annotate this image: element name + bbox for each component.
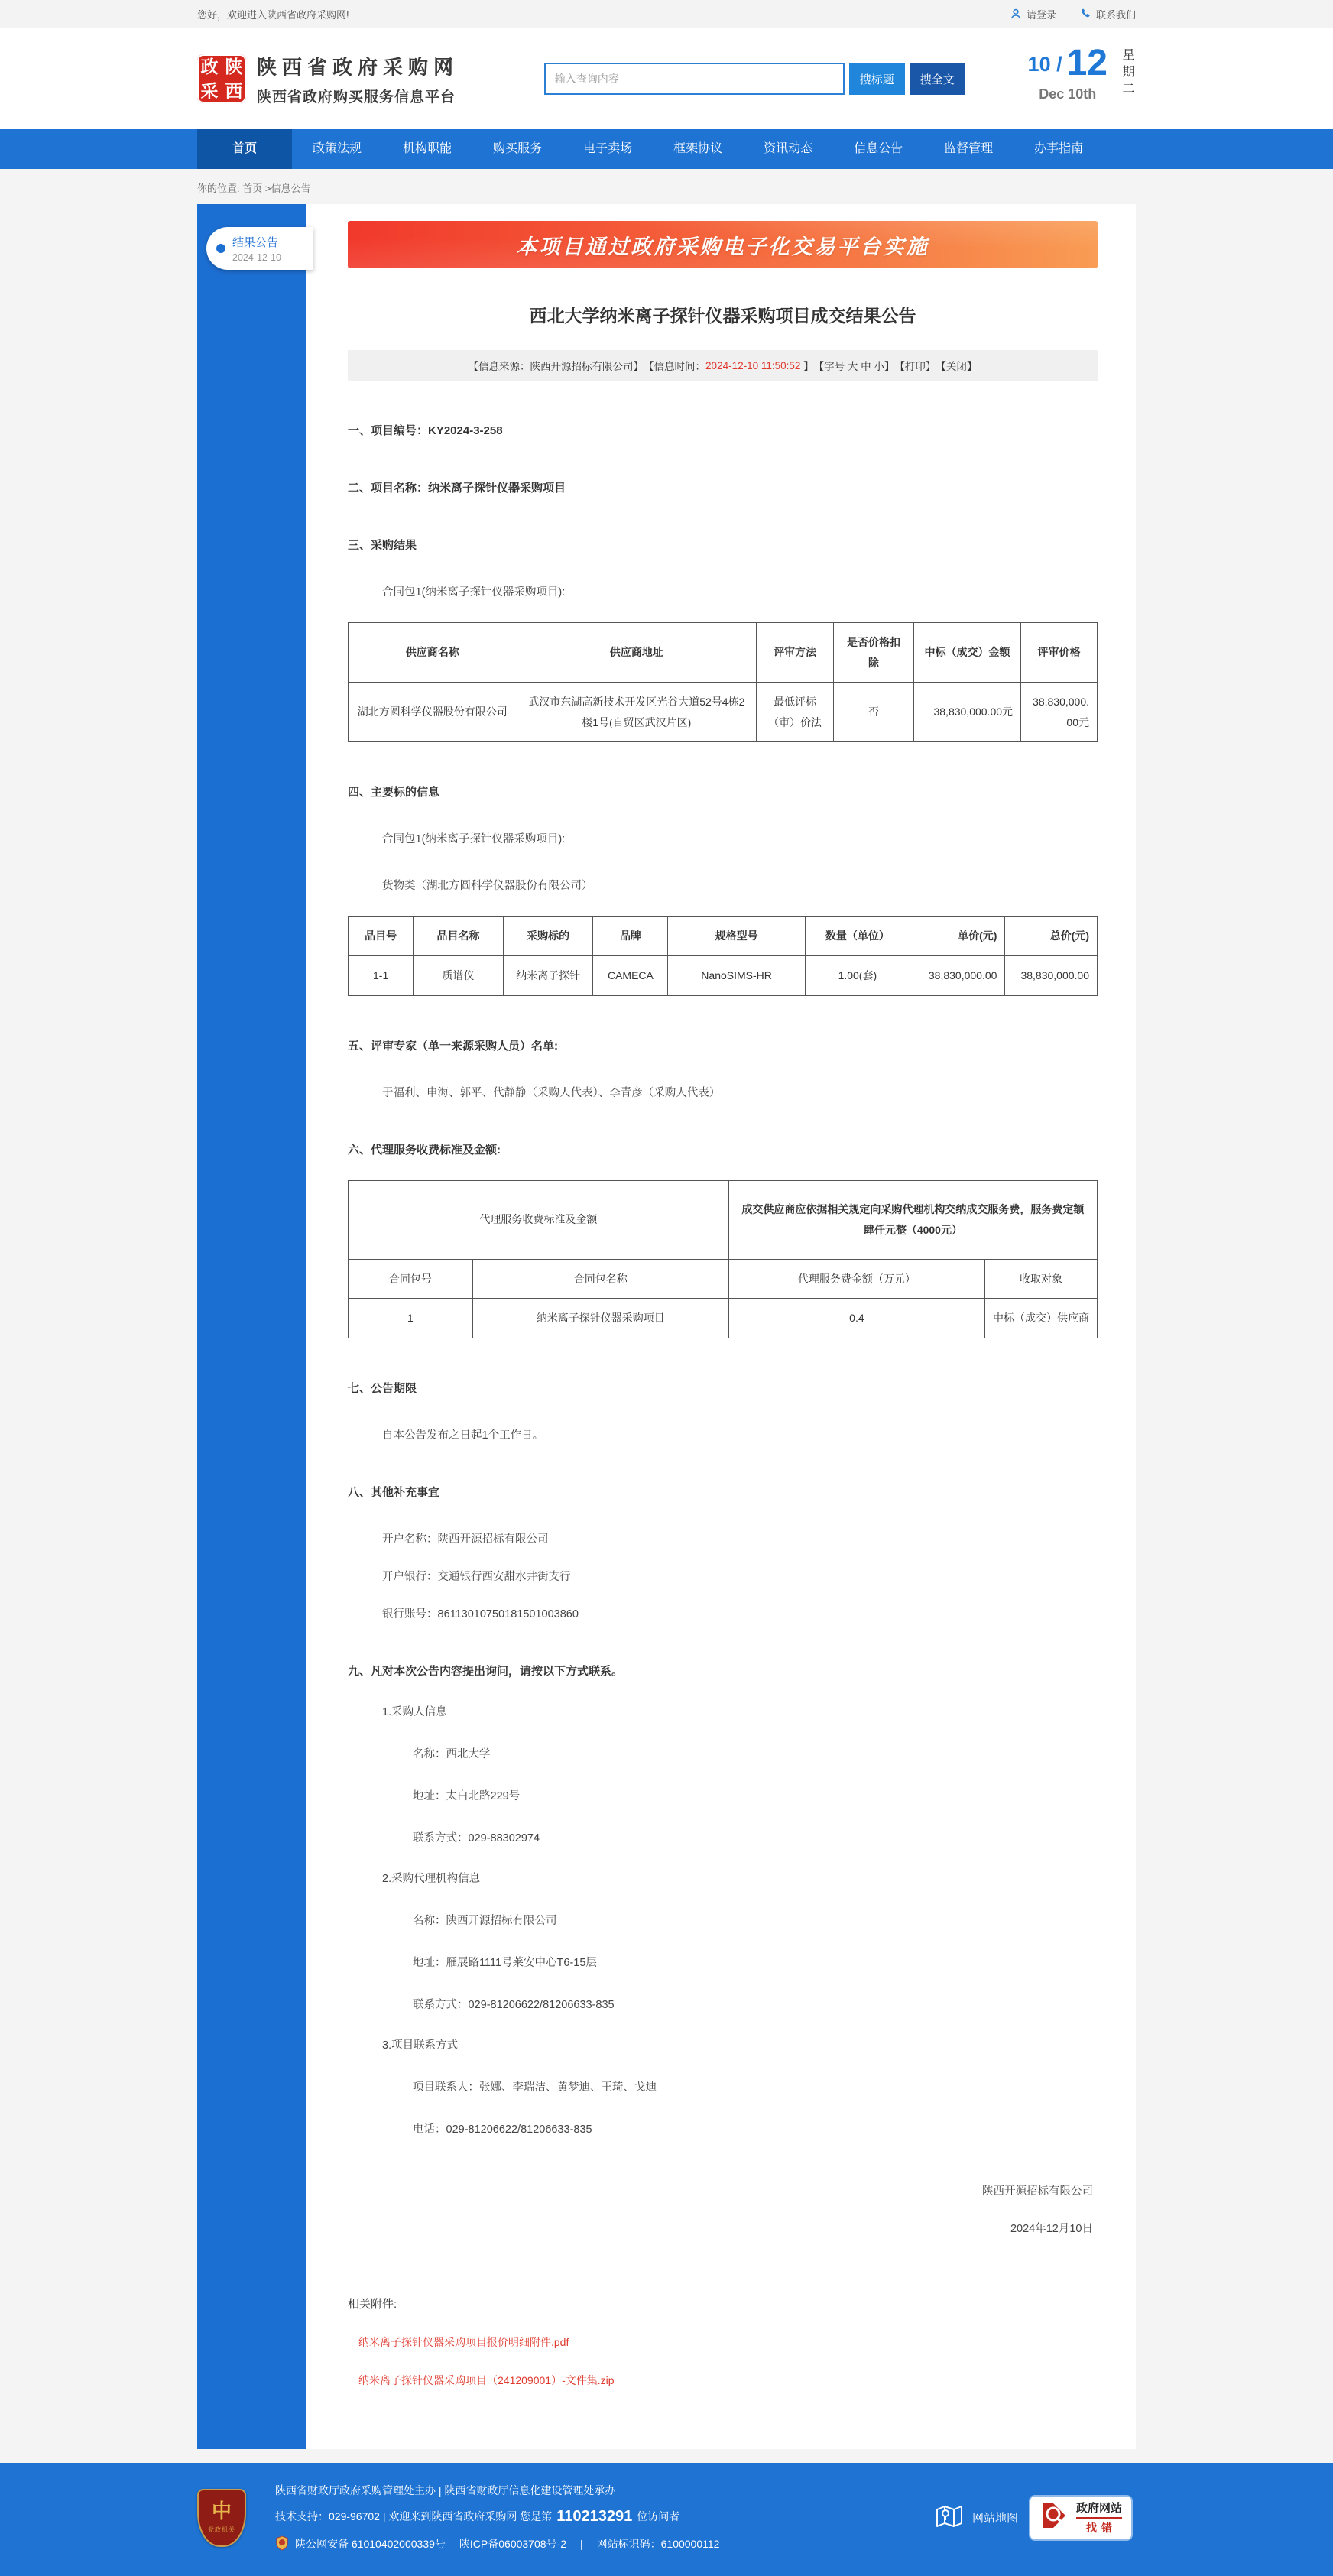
category-line: 货物类（湖北方圆科学仪器股份有限公司） [382, 880, 593, 893]
section-5-heading: 五、评审专家（单一来源采购人员）名单: [348, 1039, 558, 1053]
weekday-label: 星期二 [1120, 48, 1134, 99]
col-header: 合同包名称 [472, 1259, 728, 1299]
meta-source: 【信息来源：陕西开源招标有限公司】 [468, 361, 644, 372]
col-header: 品牌 [593, 917, 668, 956]
signoff-block [348, 2182, 1098, 2236]
table-header-row [349, 623, 1098, 683]
phone-icon [1079, 8, 1091, 20]
site-subtitle: 陕西省政府购买服务信息平台 [257, 89, 456, 105]
nav-item-home[interactable]: 首页 [197, 129, 292, 169]
col-header: 品目名称 [414, 917, 504, 956]
announcement-title: 西北大学纳米离子探针仪器采购项目成交结果公告 [529, 306, 916, 326]
section-4-heading: 四、主要标的信息 [348, 786, 440, 800]
col-header: 是否价格扣除 [834, 623, 914, 683]
supplier-name-cell: 湖北方圆科学仪器股份有限公司 [349, 683, 517, 742]
gov-site-error-report-badge[interactable] [1030, 2497, 1131, 2539]
meta-fontsize-controls[interactable]: 【字号 大 中 小】 [813, 361, 895, 372]
award-amount-cell: 38,830,000.00元 [913, 683, 1020, 742]
attachment-link-pdf[interactable]: 纳米离子探针仪器采购项目报价明细附件.pdf [358, 2335, 569, 2348]
visitor-count: 110213291 [556, 2507, 633, 2525]
price-deduction-cell: 否 [834, 683, 914, 742]
nav-item-e-marketplace[interactable]: 电子卖场 [583, 142, 633, 155]
party-government-emblem [197, 2489, 246, 2547]
search-fulltext-button[interactable]: 搜全文 [910, 63, 965, 95]
nav-item-guide[interactable]: 办事指南 [1034, 142, 1084, 155]
badge-find-error-label: 找错 [1085, 2522, 1117, 2535]
agency-info-title: 2.采购代理机构信息 [382, 1872, 481, 1885]
footer-support-suffix: 位访问者 [637, 2510, 680, 2523]
top-bar [0, 0, 1333, 28]
footer-right-block [936, 2497, 1131, 2539]
table-merged-row [349, 1180, 1098, 1259]
meta-time-prefix: 【信息时间： [644, 361, 706, 372]
nav-item-functions[interactable]: 机构职能 [403, 142, 452, 155]
main-area [197, 204, 1136, 2449]
col-header: 评审方法 [757, 623, 834, 683]
footer-organizer-line: 陕西省财政厅政府采购管理处主办 | 陕西省财政厅信息化建设管理处承办 [275, 2484, 616, 2497]
footer-support-line [275, 2508, 936, 2526]
date-day: 12 [1066, 43, 1108, 83]
item-name-cell: 质谱仪 [414, 955, 504, 995]
model-cell: NanoSIMS-HR [668, 955, 805, 995]
col-header: 规格型号 [668, 917, 805, 956]
col-header: 收取对象 [984, 1259, 1097, 1299]
nav-item-policies[interactable]: 政策法规 [313, 142, 362, 155]
col-header: 总价(元) [1005, 917, 1098, 956]
breadcrumb-prefix: 你的位置: [197, 183, 240, 194]
agency-name-line: 名称：陕西开源招标有限公司 [413, 1914, 557, 1927]
breadcrumb [197, 169, 1136, 204]
review-price-cell: 38,830,000.00元 [1021, 683, 1098, 742]
signoff-date: 2024年12月10日 [1010, 2222, 1093, 2235]
search-area [544, 63, 965, 95]
notice-period-line: 自本公告发布之日起1个工作日。 [382, 1429, 544, 1442]
account-name-line: 开户名称：陕西开源招标有限公司 [382, 1533, 549, 1546]
logo-char: 西 [225, 80, 243, 101]
meta-close-button[interactable]: 【关闭】 [936, 361, 978, 372]
procurement-result-table [348, 622, 1098, 742]
col-header: 代理服务费金额（万元） [728, 1259, 984, 1299]
search-input[interactable] [544, 63, 845, 95]
package-line: 合同包1(纳米离子探针仪器采购项目): [382, 833, 566, 846]
police-badge-icon [275, 2535, 289, 2553]
emblem-label: 党政机关 [208, 2526, 235, 2534]
site-footer [0, 2463, 1333, 2576]
section-9-heading: 九、凡对本次公告内容提出询问，请按以下方式联系。 [348, 1664, 624, 1678]
sitemap-label: 网站地图 [971, 2512, 1018, 2526]
agency-contact-line: 联系方式：029-81206622/81206633-835 [413, 1998, 615, 2011]
logo-char: 陕 [225, 56, 243, 76]
supplier-address-cell: 武汉市东湖高新技术开发区光谷大道52号4栋2楼1号(自贸区武汉片区) [517, 683, 757, 742]
site-title: 陕西省政府采购网 [257, 55, 459, 79]
meta-time-value: 2024-12-10 11:50:52 [705, 359, 801, 371]
meta-time-suffix: 】 [800, 361, 814, 372]
fee-payer-cell: 中标（成交）供应商 [984, 1299, 1097, 1338]
item-no-cell: 1-1 [349, 955, 414, 995]
banner-text: 本项目通过政府采购电子化交易平台实施 [516, 235, 929, 258]
contact-link[interactable] [1079, 7, 1136, 21]
article-content [306, 204, 1136, 2449]
login-label: 请登录 [1026, 8, 1056, 21]
purchaser-contact-line: 联系方式：029-88302974 [413, 1831, 540, 1844]
section-3-heading: 三、采购结果 [348, 539, 417, 552]
col-header: 供应商名称 [349, 623, 517, 683]
emblem-symbol: 中 [211, 2500, 232, 2523]
col-header: 采购标的 [503, 917, 593, 956]
section-7-heading: 七、公告期限 [348, 1381, 417, 1395]
bid-items-table [348, 916, 1098, 995]
purchaser-info-title: 1.采购人信息 [382, 1705, 447, 1718]
package-name-cell: 纳米离子探针仪器采购项目 [472, 1299, 728, 1338]
footer-beian-line [275, 2535, 936, 2553]
nav-item-announcements[interactable]: 信息公告 [854, 142, 903, 155]
logo-char: 采 [200, 80, 219, 101]
sidebar-tab-label: 结果公告 [232, 236, 279, 249]
site-logo[interactable] [197, 54, 246, 103]
sidebar-tab-result-announcement[interactable] [206, 227, 313, 270]
site-header [0, 28, 1333, 129]
col-header: 单价(元) [910, 917, 1004, 956]
section-6-heading: 六、代理服务收费标准及金额: [348, 1143, 501, 1157]
agency-address-line: 地址：雁展路1111号莱安中心T6-15层 [413, 1956, 597, 1969]
unit-price-cell: 38,830,000.00 [910, 955, 1004, 995]
project-contacts-line: 项目联系人：张娜、李瑞洁、黄梦迪、王琦、戈迪 [413, 2081, 657, 2094]
police-beian-text[interactable]: 陕公网安备 61010402000339号 [295, 2538, 446, 2551]
experts-line: 于福利、申海、郭平、代静静（采购人代表）、李青彦（采购人代表） [382, 1086, 721, 1099]
article-meta-bar [348, 350, 1098, 381]
icp-beian-text[interactable]: 陕ICP备06003708号-2 [459, 2538, 566, 2551]
package-no-cell: 1 [349, 1299, 473, 1338]
col-header: 品目号 [349, 917, 414, 956]
beian-separator: | [579, 2538, 583, 2551]
signoff-org: 陕西开源招标有限公司 [982, 2185, 1093, 2198]
magnifier-icon [1039, 2500, 1070, 2535]
col-header: 中标（成交）金额 [913, 623, 1020, 683]
map-icon [936, 2503, 963, 2532]
section-2-heading: 二、项目名称：纳米离子探针仪器采购项目 [348, 482, 566, 495]
breadcrumb-home-link[interactable]: 首页 [242, 183, 263, 194]
date-month: 10 / [1027, 53, 1062, 76]
col-header: 供应商地址 [517, 623, 757, 683]
account-number-line: 银行账号：86113010750181501003860 [382, 1608, 579, 1621]
date-english: Dec 10th [1039, 86, 1097, 102]
nav-item-supervision[interactable]: 监督管理 [944, 142, 994, 155]
table-row [349, 683, 1098, 742]
logo-group [197, 52, 459, 106]
badge-gov-site-label: 政府网站 [1076, 2500, 1122, 2519]
main-nav [0, 129, 1333, 169]
fee-standard-label-cell: 代理服务收费标准及金额 [349, 1180, 729, 1259]
purchaser-name-line: 名称：西北大学 [413, 1747, 491, 1760]
breadcrumb-current: >信息公告 [264, 183, 311, 194]
sitemap-link[interactable] [936, 2503, 1018, 2532]
purchaser-address-line: 地址：太白北路229号 [413, 1789, 521, 1802]
attachments-label: 相关附件: [348, 2297, 397, 2311]
nav-item-news[interactable]: 资讯动态 [764, 142, 813, 155]
bullet-dot-icon [216, 244, 225, 253]
subject-cell: 纳米离子探针 [503, 955, 593, 995]
review-method-cell: 最低评标（审）价法 [757, 683, 834, 742]
topbar-links [1010, 7, 1136, 21]
footer-support-prefix: 技术支持：029-96702 | 欢迎来到陕西省政府采购网 您是第 [275, 2510, 553, 2523]
footer-text-block [275, 2483, 936, 2553]
sidebar [197, 204, 306, 2449]
agency-fee-table [348, 1180, 1098, 1338]
table-row [349, 955, 1098, 995]
total-price-cell: 38,830,000.00 [1005, 955, 1098, 995]
e-platform-banner [348, 221, 1098, 268]
col-header: 评审价格 [1021, 623, 1098, 683]
project-contact-title: 3.项目联系方式 [382, 2039, 459, 2052]
col-header: 合同包号 [349, 1259, 473, 1299]
search-title-button[interactable]: 搜标题 [849, 63, 905, 95]
fee-amount-cell: 0.4 [728, 1299, 984, 1338]
bank-line: 开户银行：交通银行西安甜水井街支行 [382, 1570, 571, 1583]
nav-item-framework-agreement[interactable]: 框架协议 [673, 142, 723, 155]
package-line: 合同包1(纳米离子探针仪器采购项目): [382, 586, 566, 599]
table-header-row [349, 917, 1098, 956]
contact-label: 联系我们 [1095, 8, 1136, 21]
col-header: 数量（单位） [805, 917, 910, 956]
login-link[interactable] [1010, 7, 1056, 21]
meta-print-button[interactable]: 【打印】 [894, 361, 936, 372]
brand-cell: CAMECA [593, 955, 668, 995]
logo-char: 政 [200, 56, 219, 76]
fee-standard-text-cell: 成交供应商应依据相关规定向采购代理机构交纳成交服务费，服务费定额肆仟元整（4000元） [728, 1180, 1097, 1259]
project-phone-line: 电话：029-81206622/81206633-835 [413, 2123, 592, 2136]
attachment-link-zip[interactable]: 纳米离子探针仪器采购项目（241209001）-文件集.zip [358, 2373, 615, 2386]
user-icon [1010, 8, 1022, 20]
greeting-text: 您好，欢迎进入陕西省政府采购网! [197, 8, 349, 21]
section-1-heading: 一、项目编号：KY2024-3-258 [348, 424, 503, 437]
quantity-cell: 1.00(套) [805, 955, 910, 995]
section-8-heading: 八、其他补充事宜 [348, 1485, 440, 1499]
sidebar-tab-date: 2024-12-10 [232, 252, 281, 263]
site-code-text: 网站标识码：6100000112 [596, 2538, 720, 2551]
table-row [349, 1299, 1098, 1338]
nav-item-purchase-services[interactable]: 购买服务 [493, 142, 543, 155]
table-header-row [349, 1259, 1098, 1299]
date-widget [1028, 45, 1136, 112]
